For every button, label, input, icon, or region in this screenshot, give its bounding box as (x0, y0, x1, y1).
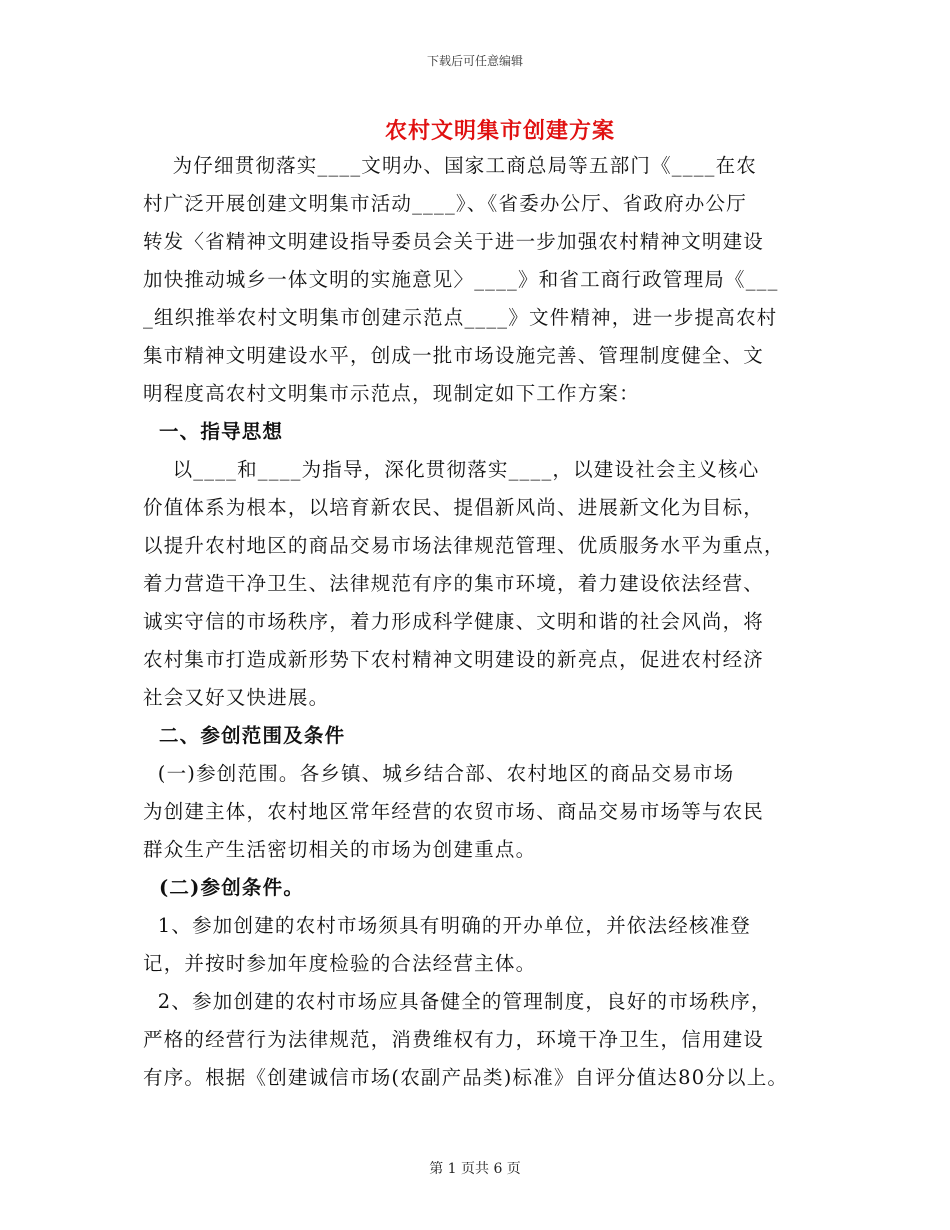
body-line: 村广泛开展创建文明集市活动____》、《省委办公厅、省政府办公厅 (143, 192, 747, 215)
body-line: 以____和____为指导，深化贯彻落实____，以建设社会主义核心 (143, 458, 760, 481)
body-line: 集市精神文明建设水平，创成一批市场设施完善、管理制度健全、文 (143, 344, 765, 367)
body-line: 2、参加创建的农村市场应具备健全的管理制度，良好的市场秩序， (143, 990, 772, 1013)
body-line: 明程度高农村文明集市示范点，现制定如下工作方案： (143, 382, 640, 405)
body-line: 1、参加创建的农村市场须具有明确的开办单位，并依法经核准登 (143, 914, 752, 937)
body-line: _组织推举农村文明集市创建示范点____》文件精神，进一步提高农村 (143, 306, 778, 329)
body-line: 以提升农村地区的商品交易市场法律规范管理、优质服务水平为重点， (143, 534, 785, 557)
body-line: 社会又好又快进展。 (143, 686, 330, 709)
body-line: 加快推动城乡一体文明的实施意见〉____》和省工商行政管理局《___ (143, 268, 779, 291)
body-line: 有序。根据《创建诚信市场(农副产品类)标准》自评分值达80分以上。 (143, 1066, 789, 1089)
section-heading: 二、参创范围及条件 (143, 724, 346, 747)
body-line: 着力营造干净卫生、法律规范有序的集市环境，着力建设依法经营、 (143, 572, 765, 595)
body-line: 诚实守信的市场秩序，着力形成科学健康、文明和谐的社会风尚，将 (143, 610, 765, 633)
page-footer: 第 1 页共 6 页 (429, 1161, 521, 1177)
body-line: 农村集市打造成新形势下农村精神文明建设的新亮点，促进农村经济 (143, 648, 765, 671)
body-line: 群众生产生活密切相关的市场为创建重点。 (143, 838, 537, 861)
body-line: 价值体系为根本，以培育新农民、提倡新风尚、进展新文化为目标， (143, 496, 765, 519)
body-line: 转发〈省精神文明建设指导委员会关于进一步加强农村精神文明建设 (143, 230, 765, 253)
body-line: (一)参创范围。各乡镇、城乡结合部、农村地区的商品交易市场 (143, 762, 735, 785)
body-line: 记，并按时参加年度检验的合法经营主体。 (143, 952, 537, 975)
body-line: 为仔细贯彻落实____文明办、国家工商总局等五部门《____在农 (143, 154, 757, 177)
section-heading: 一、指导思想 (143, 420, 284, 443)
document-title: 农村文明集市创建方案 (384, 118, 615, 144)
header-note: 下载后可任意编辑 (426, 54, 523, 68)
body-line: 严格的经营行为法律规范，消费维权有力，环境干净卫生，信用建设 (143, 1028, 765, 1051)
subsection-heading: (二)参创条件。 (143, 876, 305, 899)
body-line: 为创建主体，农村地区常年经营的农贸市场、商品交易市场等与农民 (143, 800, 765, 823)
